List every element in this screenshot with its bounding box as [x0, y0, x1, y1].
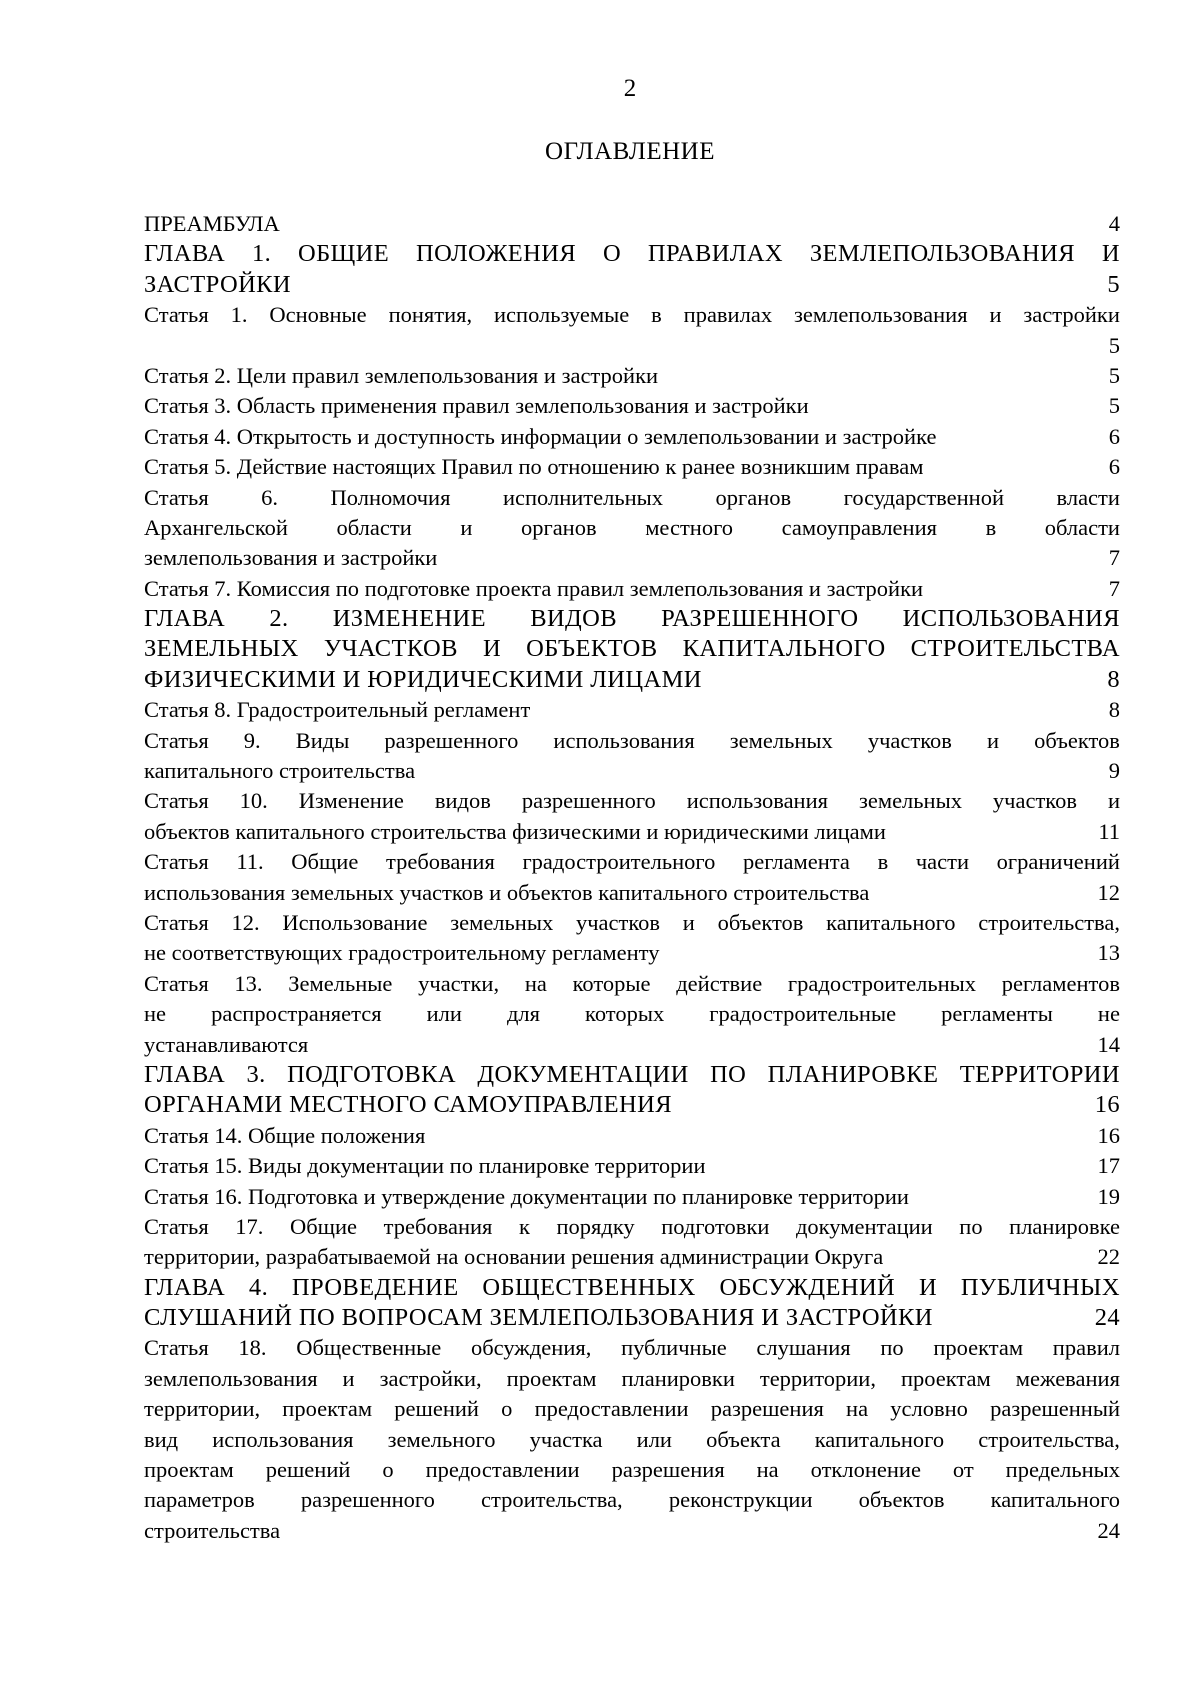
- toc-line: Статья 10. Изменение видов разрешенного использования земельных участков и: [144, 788, 1120, 814]
- toc-page-number: 11: [1098, 818, 1120, 844]
- toc-line: вид использования земельного участка или объекта капитального строительства,: [144, 1426, 1120, 1452]
- toc-line: [144, 1151, 1120, 1181]
- toc-entry[interactable]: [144, 239, 1120, 300]
- toc-line: параметров разрешенного строительства, реконструкции объектов капитального: [144, 1487, 1120, 1513]
- toc-entry-title: землепользования и застройки: [144, 545, 438, 571]
- toc-page-number: 6: [1108, 423, 1120, 449]
- toc-entry[interactable]: [144, 604, 1120, 695]
- table-of-contents: [144, 209, 1120, 1546]
- toc-page-number: 16: [1094, 1091, 1120, 1119]
- toc-line: Статья 12. Использование земельных участков и объектов капитального строительства,: [144, 909, 1120, 935]
- toc-entry[interactable]: [144, 391, 1120, 421]
- toc-line: Статья 6. Полномочия исполнительных органов государственной власти: [144, 484, 1120, 510]
- toc-entry-title: Статья 8. Градостроительный регламент: [144, 697, 531, 723]
- toc-page-number: 12: [1097, 879, 1120, 905]
- toc-entry-title: Статья 5. Действие настоящих Правил по отношению к ранее возникшим правам: [144, 454, 924, 480]
- toc-entry[interactable]: [144, 1121, 1120, 1151]
- toc-page-number: 7: [1108, 575, 1120, 601]
- toc-line: [144, 1516, 1120, 1546]
- toc-line: [144, 1242, 1120, 1272]
- toc-page-number: 7: [1108, 545, 1120, 571]
- page-number: 2: [623, 75, 637, 102]
- toc-line: ГЛАВА 3. ПОДГОТОВКА ДОКУМЕНТАЦИИ ПО ПЛАНИРОВКЕ ТЕРРИТОРИИ: [144, 1060, 1120, 1088]
- toc-entry[interactable]: [144, 300, 1120, 361]
- toc-entry[interactable]: [144, 726, 1120, 787]
- toc-entry[interactable]: [144, 695, 1120, 725]
- toc-line: Статья 11. Общие требования градостроительного регламента в части ограничений: [144, 849, 1120, 875]
- toc-line: Статья 17. Общие требования к порядку подготовки документации по планировке: [144, 1213, 1120, 1239]
- toc-line: [144, 1121, 1120, 1151]
- toc-entry-title: устанавливаются: [144, 1031, 309, 1057]
- toc-page-number: 17: [1097, 1153, 1120, 1179]
- toc-line: [144, 695, 1120, 725]
- toc-entry-title: Статья 14. Общие положения: [144, 1122, 426, 1148]
- toc-page-number: 5: [1108, 362, 1120, 388]
- toc-entry[interactable]: [144, 1212, 1120, 1273]
- toc-page-number: 5: [1108, 393, 1120, 419]
- toc-page-number: 19: [1097, 1183, 1120, 1209]
- toc-line: ГЛАВА 2. ИЗМЕНЕНИЕ ВИДОВ РАЗРЕШЕННОГО ИСПОЛЬЗОВАНИЯ: [144, 605, 1120, 633]
- toc-page-number: 5: [1107, 270, 1120, 298]
- toc-entry[interactable]: [144, 422, 1120, 452]
- toc-line: ГЛАВА 4. ПРОВЕДЕНИЕ ОБЩЕСТВЕННЫХ ОБСУЖДЕНИЙ И ПУБЛИЧНЫХ: [144, 1273, 1120, 1301]
- toc-line: проектам решений о предоставлении разрешения на отклонение от предельных: [144, 1457, 1120, 1483]
- toc-line: Статья 1. Основные понятия, используемые в правилах землепользования и застройки: [144, 302, 1120, 328]
- toc-entry-title: объектов капитального строительства физическими и юридическими лицами: [144, 818, 886, 844]
- toc-entry[interactable]: [144, 452, 1120, 482]
- toc-page-number: 24: [1094, 1304, 1120, 1332]
- toc-line: ЗЕМЕЛЬНЫХ УЧАСТКОВ И ОБЪЕКТОВ КАПИТАЛЬНОГО СТРОИТЕЛЬСТВА: [144, 635, 1120, 663]
- toc-line: [144, 574, 1120, 604]
- toc-entry-title: Статья 15. Виды документации по планировке территории: [144, 1153, 706, 1179]
- toc-line: [144, 543, 1120, 573]
- toc-line: [144, 270, 1120, 300]
- toc-line: [144, 361, 1120, 391]
- toc-line: Статья 13. Земельные участки, на которые действие градостроительных регламентов: [144, 970, 1120, 996]
- toc-page-number: 9: [1108, 758, 1120, 784]
- toc-page-number: 24: [1097, 1517, 1120, 1543]
- toc-line: [144, 422, 1120, 452]
- toc-page-number: 4: [1108, 211, 1120, 236]
- toc-entry[interactable]: [144, 786, 1120, 847]
- toc-page-number: 5: [1108, 332, 1120, 358]
- toc-entry[interactable]: [144, 1151, 1120, 1181]
- toc-entry-title: Статья 3. Область применения правил землепользования и застройки: [144, 393, 809, 419]
- toc-page-number: 13: [1097, 940, 1120, 966]
- toc-entry-title: строительства: [144, 1517, 281, 1543]
- toc-entry-title: СЛУШАНИЙ ПО ВОПРОСАМ ЗЕМЛЕПОЛЬЗОВАНИЯ И ЗАСТРОЙКИ: [144, 1304, 933, 1332]
- toc-page-number: 16: [1097, 1122, 1120, 1148]
- toc-entry-title: ЗАСТРОЙКИ: [144, 270, 291, 298]
- toc-line: [144, 1182, 1120, 1212]
- toc-entry[interactable]: [144, 1182, 1120, 1212]
- toc-entry[interactable]: [144, 483, 1120, 574]
- toc-line: [144, 878, 1120, 908]
- toc-line: не распространяется или для которых градостроительные регламенты не: [144, 1001, 1120, 1027]
- toc-entry-title: территории, разрабатываемой на основании решения администрации Округа: [144, 1244, 884, 1270]
- toc-page-number: 22: [1097, 1244, 1120, 1270]
- toc-entry[interactable]: [144, 209, 1120, 239]
- toc-entry-title: Статья 16. Подготовка и утверждение документации по планировке территории: [144, 1183, 909, 1209]
- toc-entry[interactable]: [144, 847, 1120, 908]
- toc-line: Статья 9. Виды разрешенного использования земельных участков и объектов: [144, 727, 1120, 753]
- toc-entry-title: капитального строительства: [144, 758, 416, 784]
- toc-line: Статья 18. Общественные обсуждения, публичные слушания по проектам правил: [144, 1335, 1120, 1361]
- toc-line: ГЛАВА 1. ОБЩИЕ ПОЛОЖЕНИЯ О ПРАВИЛАХ ЗЕМЛЕПОЛЬЗОВАНИЯ И: [144, 240, 1120, 268]
- toc-entry[interactable]: [144, 1060, 1120, 1121]
- toc-entry-title: Статья 4. Открытость и доступность информации о землепользовании и застройке: [144, 423, 937, 449]
- toc-entry-title: ОРГАНАМИ МЕСТНОГО САМОУПРАВЛЕНИЯ: [144, 1091, 672, 1119]
- toc-line: [144, 1090, 1120, 1120]
- toc-page-number: 6: [1108, 454, 1120, 480]
- toc-entry[interactable]: [144, 361, 1120, 391]
- toc-line: [144, 1030, 1120, 1060]
- toc-entry[interactable]: [144, 908, 1120, 969]
- page-title: ОГЛАВЛЕНИЕ: [545, 138, 715, 165]
- toc-entry-title: ФИЗИЧЕСКИМИ И ЮРИДИЧЕСКИМИ ЛИЦАМИ: [144, 665, 702, 693]
- toc-line: [144, 452, 1120, 482]
- toc-line: [144, 756, 1120, 786]
- toc-line: [144, 1303, 1120, 1333]
- toc-line: Архангельской области и органов местного самоуправления в области: [144, 514, 1120, 540]
- toc-entry-title: Статья 7. Комиссия по подготовке проекта правил землепользования и застройки: [144, 575, 924, 601]
- toc-line: [144, 209, 1120, 239]
- toc-line: [144, 817, 1120, 847]
- toc-line: [144, 331, 1120, 361]
- toc-entry[interactable]: [144, 1333, 1120, 1546]
- toc-line: [144, 391, 1120, 421]
- toc-entry[interactable]: [144, 1273, 1120, 1334]
- toc-line: территории, проектам решений о предоставлении разрешения на условно разрешенный: [144, 1396, 1120, 1422]
- toc-entry-title: Статья 2. Цели правил землепользования и застройки: [144, 362, 659, 388]
- toc-page-number: 14: [1097, 1031, 1120, 1057]
- toc-page-number: 8: [1108, 697, 1120, 723]
- toc-entry-title: ПРЕАМБУЛА: [144, 211, 280, 236]
- toc-entry[interactable]: [144, 969, 1120, 1060]
- toc-line: [144, 665, 1120, 695]
- toc-entry-title: использования земельных участков и объектов капитального строительства: [144, 879, 870, 905]
- toc-page-number: 8: [1107, 665, 1120, 693]
- toc-line: землепользования и застройки, проектам планировки территории, проектам межевания: [144, 1365, 1120, 1391]
- toc-entry[interactable]: [144, 574, 1120, 604]
- toc-entry-title: не соответствующих градостроительному регламенту: [144, 940, 660, 966]
- toc-line: [144, 938, 1120, 968]
